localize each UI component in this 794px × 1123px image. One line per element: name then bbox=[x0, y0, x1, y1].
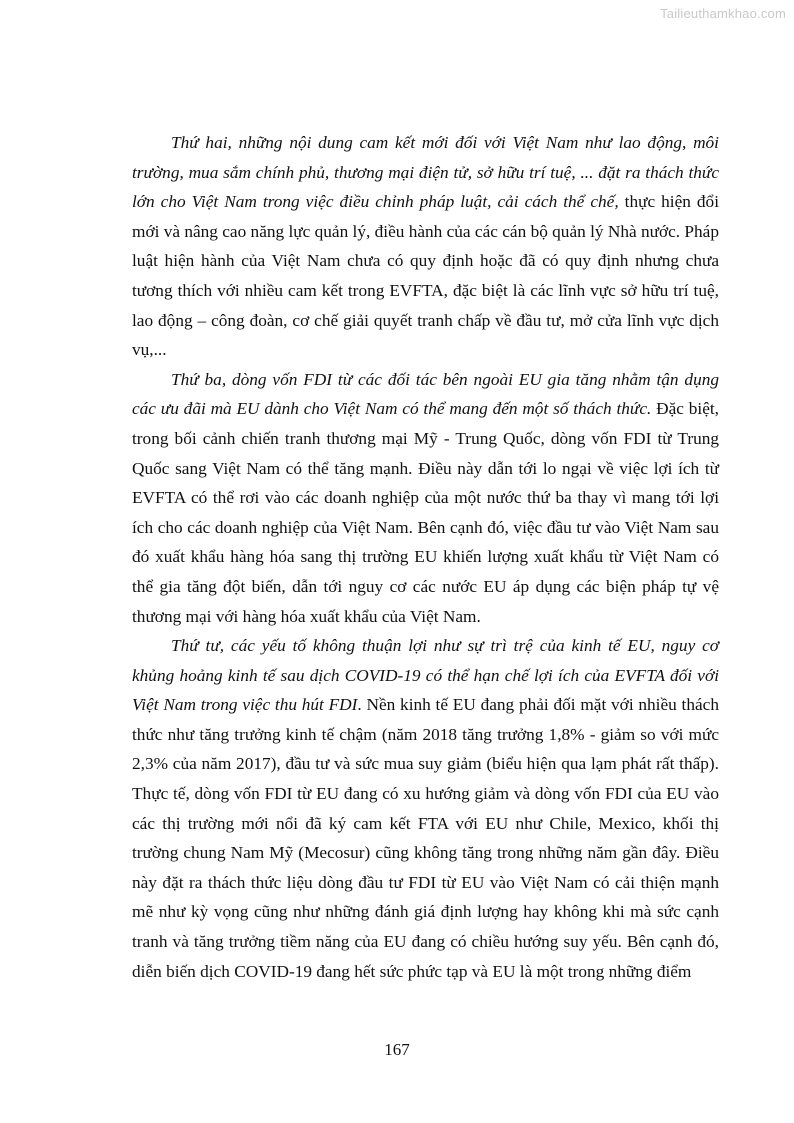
page-number: 167 bbox=[384, 1040, 410, 1059]
document-body bbox=[132, 128, 719, 986]
paragraph-lead-italic: Thứ hai, những nội dung cam kết mới đối với Việt Nam như lao động, môi trường, mua sắm chính phủ, thương mại điện tử, sở hữu trí tuệ, ... đặt ra thách thức lớn cho Việt Nam trong việc điều chỉnh pháp luật, cải cách thể chế, bbox=[132, 133, 719, 212]
paragraph-lead-italic: Thứ ba, dòng vốn FDI từ các đối tác bên ngoài EU gia tăng nhằm tận dụng các ưu đãi mà EU dành cho Việt Nam có thể mang đến một số thách thức. bbox=[132, 369, 719, 419]
paragraph-thu-ba bbox=[132, 365, 719, 631]
paragraph-lead-italic: Thứ tư, các yếu tố không thuận lợi như sự trì trệ của kinh tế EU, nguy cơ khủng hoảng kinh tế sau dịch COVID-19 có thể hạn chế lợi ích của EVFTA đối với Việt Nam trong việc thu hút FDI bbox=[132, 636, 719, 715]
paragraph-thu-hai bbox=[132, 128, 719, 365]
paragraph-body-text: Đặc biệt, trong bối cảnh chiến tranh thương mại Mỹ - Trung Quốc, dòng vốn FDI từ Trung Quốc sang Việt Nam có thể tăng mạnh. Điều này dẫn tới lo ngại về việc lợi ích từ EVFTA có thể rơi vào các doanh nghiệp của một nước thứ ba thay vì mang tới lợi ích cho các doanh nghiệp của Việt Nam. Bên cạnh đó, việc đầu tư vào Việt Nam sau đó xuất khẩu hàng hóa sang thị trường EU khiến lượng xuất khẩu từ Việt Nam có thể gia tăng đột biến, dẫn tới nguy cơ các nước EU áp dụng các biện pháp tự vệ thương mại với hàng hóa xuất khẩu của Việt Nam. bbox=[132, 399, 719, 626]
watermark: Tailieuthamkhao.com bbox=[660, 6, 786, 21]
paragraph-body-text: . Nền kinh tế EU đang phải đối mặt với nhiều thách thức như tăng trưởng kinh tế chậm (năm 2018 tăng trưởng 1,8% - giảm so với mức 2,3% của năm 2017), đầu tư và sức mua suy giảm (biểu hiện qua lạm phát rất thấp). Thực tế, dòng vốn FDI từ EU đang có xu hướng giảm và dòng vốn FDI của EU vào các thị trường mới nổi đã ký cam kết FTA với EU như Chile, Mexico, khối thị trường chung Nam Mỹ (Mecosur) cũng không tăng trong những năm gần đây. Điều này đặt ra thách thức liệu dòng đầu tư FDI từ EU vào Việt Nam có cải thiện mạnh mẽ như kỳ vọng cũng như những đánh giá định lượng hay không khi mà sức cạnh tranh và tăng trưởng tiềm năng của EU đang có chiều hướng suy yếu. Bên cạnh đó, diễn biến dịch COVID-19 đang hết sức phức tạp và EU là một trong những điểm bbox=[132, 695, 719, 981]
paragraph-body-text: thực hiện đổi mới và nâng cao năng lực quản lý, điều hành của các cán bộ quản lý Nhà nước. Pháp luật hiện hành của Việt Nam chưa có quy định hoặc đã có quy định nhưng chưa tương thích với nhiều cam kết trong EVFTA, đặc biệt là các lĩnh vực sở hữu trí tuệ, lao động – công đoàn, cơ chế giải quyết tranh chấp về đầu tư, mở cửa lĩnh vực dịch vụ,... bbox=[132, 192, 719, 360]
paragraph-thu-tu bbox=[132, 631, 719, 986]
